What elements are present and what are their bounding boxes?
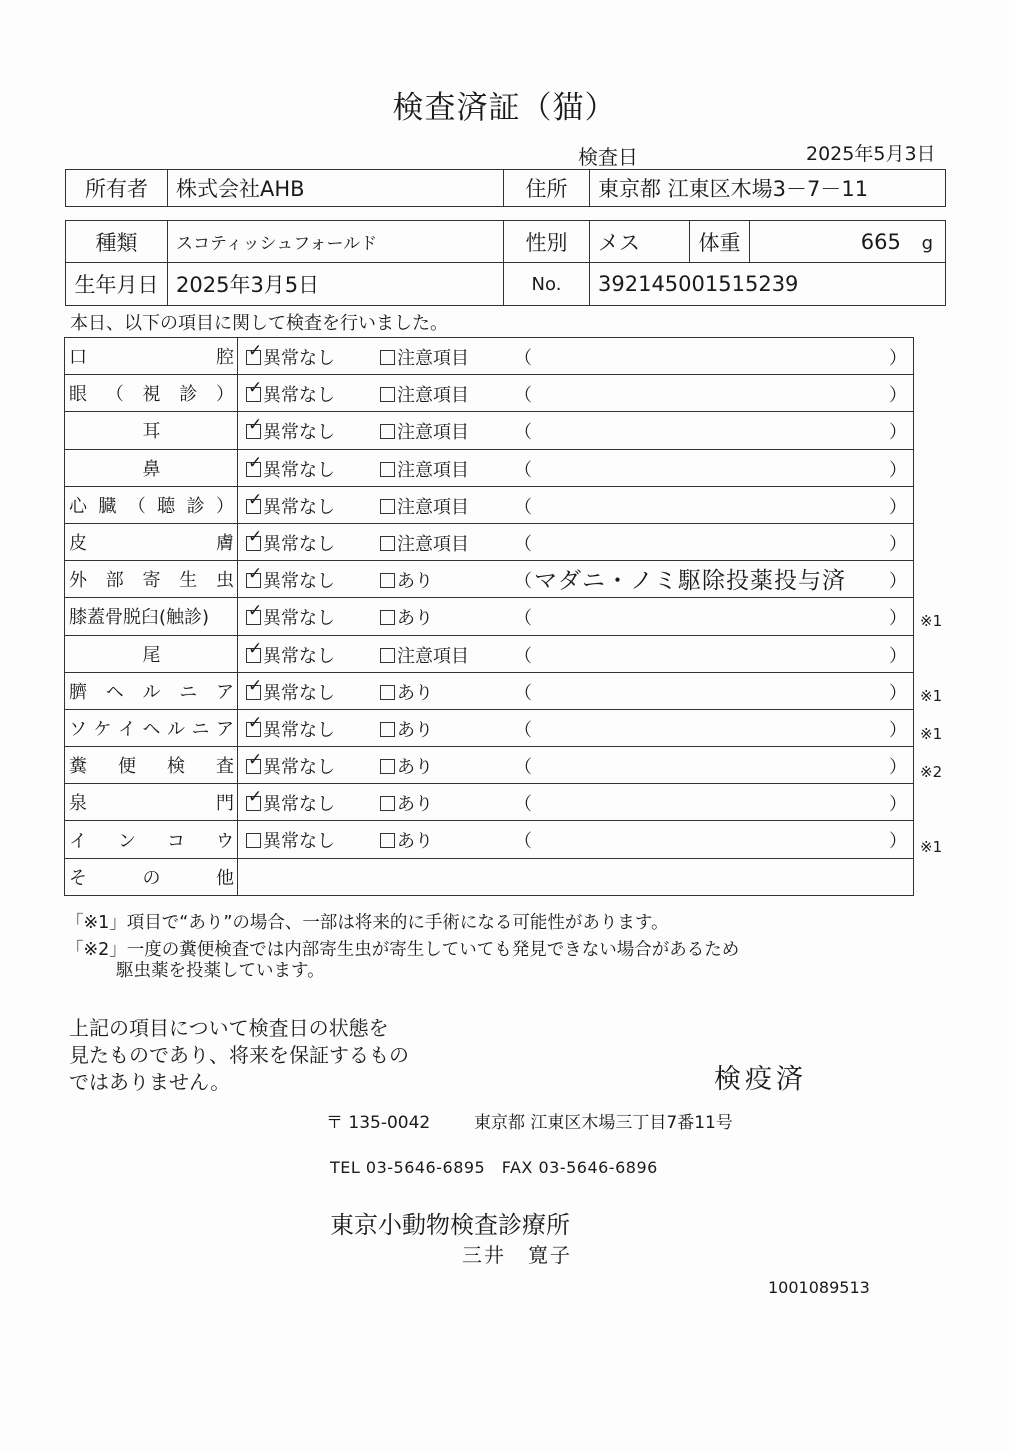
- checkbox-icon[interactable]: [246, 536, 261, 551]
- option-attention[interactable]: [380, 827, 433, 853]
- label-char: 他: [216, 867, 234, 889]
- address-label: 住所: [504, 170, 590, 207]
- check-item-label: [65, 635, 238, 672]
- intro-text: 本日、以下の項目に関して検査を行いました。: [70, 313, 448, 334]
- option-label: 異常なし: [263, 422, 335, 444]
- label-char: 視: [142, 384, 161, 406]
- label-char: イ: [118, 718, 136, 740]
- remark-close-paren: ）: [889, 459, 907, 481]
- option-no-abnormality[interactable]: [246, 493, 335, 519]
- remark-close-paren: ）: [889, 757, 907, 779]
- no-value: 392145001515239: [590, 263, 946, 306]
- check-item-label: [65, 523, 238, 560]
- label-char: ニ: [179, 681, 198, 703]
- check-item-result: [238, 486, 914, 523]
- checkbox-icon[interactable]: [246, 573, 261, 588]
- option-label: あり: [397, 682, 433, 704]
- check-item-label-text: 尾: [142, 644, 161, 666]
- label-char: ル: [142, 681, 161, 703]
- option-attention[interactable]: [380, 716, 433, 742]
- option-attention[interactable]: [380, 456, 469, 482]
- clinic-address: 東京都 江東区木場三丁目7番11号: [474, 1113, 733, 1133]
- footnote-mark: ※1: [920, 725, 943, 743]
- check-row: [65, 523, 914, 560]
- remark-close-paren: ）: [889, 719, 907, 741]
- option-label: あり: [397, 831, 433, 853]
- remark-open-paren: （: [514, 422, 532, 444]
- label-char: ）: [215, 495, 234, 517]
- label-char: 臍: [69, 681, 87, 703]
- check-row: [65, 375, 914, 412]
- check-item-result: [238, 821, 914, 858]
- check-item-label: [65, 338, 238, 375]
- quarantine-stamp: 検疫済: [714, 1064, 807, 1095]
- tel-fax: TEL 03-5646-6895 FAX 03-5646-6896: [330, 1158, 658, 1177]
- inspection-date: 2025年5月3日: [806, 143, 936, 165]
- check-row: [65, 412, 914, 449]
- check-item-label: [65, 375, 238, 412]
- option-label: 注意項目: [397, 348, 469, 369]
- option-label: あり: [397, 757, 433, 779]
- check-item-label-text: [69, 492, 234, 518]
- label-char: ケ: [93, 718, 112, 740]
- owner-value: 株式会社AHB: [168, 170, 504, 207]
- option-no-abnormality[interactable]: [246, 456, 335, 482]
- label-char: ヘ: [105, 681, 124, 703]
- option-label: 注意項目: [397, 533, 469, 555]
- label-char: 泉: [69, 793, 87, 815]
- remark-close-paren: ）: [889, 496, 907, 518]
- label-char: 門: [216, 793, 234, 815]
- option-no-abnormality[interactable]: [246, 642, 335, 668]
- other-label: [65, 858, 238, 895]
- check-item-label: [65, 449, 238, 486]
- label-char: 外: [69, 570, 87, 592]
- label-char: ソ: [69, 718, 87, 740]
- check-item-label-text: [69, 752, 234, 778]
- checkbox-icon[interactable]: [246, 499, 261, 514]
- checkbox-icon[interactable]: [380, 759, 395, 774]
- option-label: 異常なし: [263, 794, 335, 816]
- label-char: ン: [118, 830, 136, 852]
- label-char: そ: [69, 867, 87, 889]
- option-label: あり: [397, 608, 433, 630]
- check-item-label: [65, 709, 238, 746]
- footnote-1: 「※1」項目で“あり”の場合、一部は将来的に手術になる可能性があります。: [66, 913, 669, 933]
- option-no-abnormality[interactable]: [246, 604, 335, 630]
- check-row: [65, 672, 914, 709]
- option-no-abnormality[interactable]: [246, 753, 335, 779]
- option-attention[interactable]: [380, 530, 469, 556]
- checkbox-icon[interactable]: [246, 462, 261, 477]
- label-char: コ: [167, 830, 185, 852]
- checkbox-icon[interactable]: [246, 796, 261, 811]
- sex-value: メス: [590, 221, 690, 263]
- check-item-result: [238, 709, 914, 746]
- label-char: 診: [186, 495, 205, 517]
- check-item-result: [238, 635, 914, 672]
- label-char: 口: [69, 347, 87, 369]
- check-item-label: [65, 784, 238, 821]
- check-row: [65, 561, 914, 598]
- remark-open-paren: （: [514, 459, 532, 481]
- weight-label: 体重: [690, 221, 750, 263]
- birth-value: 2025年3月5日: [168, 263, 504, 306]
- label-char: 腔: [216, 347, 234, 369]
- serial-number: 1001089513: [768, 1278, 870, 1297]
- label-char: 虫: [216, 570, 234, 592]
- checkbox-icon[interactable]: [380, 685, 395, 700]
- check-item-label: [65, 561, 238, 598]
- option-label: 異常なし: [263, 533, 335, 555]
- option-label: 注意項目: [397, 496, 469, 518]
- label-char: 心: [69, 495, 87, 517]
- checkbox-icon[interactable]: [246, 424, 261, 439]
- label-char: 膚: [216, 533, 234, 555]
- check-row: [65, 486, 914, 523]
- label-char: 聴: [157, 495, 176, 517]
- label-char: 臓: [98, 495, 117, 517]
- remark-close-paren: ）: [889, 571, 907, 593]
- option-no-abnormality[interactable]: [246, 790, 335, 816]
- check-item-label-text: [69, 827, 234, 853]
- option-no-abnormality[interactable]: [246, 381, 335, 407]
- remark-close-paren: ）: [889, 831, 907, 853]
- check-row: [65, 821, 914, 858]
- footnote-mark: ※1: [920, 611, 943, 630]
- check-item-result: [238, 449, 914, 486]
- label-char: 部: [105, 570, 124, 592]
- checkbox-icon[interactable]: [380, 462, 395, 477]
- label-char: 寄: [142, 570, 161, 592]
- option-attention[interactable]: [380, 344, 469, 370]
- option-label: 異常なし: [263, 385, 335, 407]
- option-label: 異常なし: [263, 831, 335, 853]
- remark-open-paren: （: [514, 719, 532, 741]
- checkbox-icon[interactable]: [246, 833, 261, 848]
- sex-label: 性別: [504, 221, 590, 263]
- footnote-mark: ※2: [920, 762, 943, 781]
- disclaimer-line: 見たものであり、将来を保証するもの: [69, 1043, 409, 1067]
- option-label: 注意項目: [397, 385, 469, 407]
- checkbox-icon[interactable]: [380, 722, 395, 737]
- check-item-label-text: 鼻: [142, 458, 161, 480]
- remark-open-paren: （: [514, 608, 532, 630]
- checkbox-icon[interactable]: [380, 833, 395, 848]
- check-item-label-text: [69, 343, 234, 369]
- disclaimer-line: 上記の項目について検査日の状態を: [69, 1016, 389, 1040]
- option-no-abnormality[interactable]: [246, 530, 335, 556]
- label-char: 検: [167, 756, 185, 778]
- disclaimer: [69, 1015, 409, 1096]
- label-char: 生: [179, 570, 198, 592]
- check-row: [65, 784, 914, 821]
- address-value: 東京都 江東区木場3－7－11: [590, 170, 946, 207]
- checkbox-icon[interactable]: [246, 759, 261, 774]
- option-label: 異常なし: [263, 645, 335, 667]
- option-attention[interactable]: [380, 381, 469, 407]
- check-item-result: [238, 338, 914, 375]
- remark-close-paren: ）: [889, 794, 907, 816]
- checkbox-icon[interactable]: [246, 387, 261, 402]
- animal-table: [65, 220, 946, 306]
- check-item-result: [238, 747, 914, 784]
- label-char: 査: [216, 756, 234, 778]
- remark-open-paren: （: [514, 385, 532, 407]
- option-no-abnormality[interactable]: [246, 567, 335, 593]
- option-no-abnormality[interactable]: [246, 716, 335, 742]
- check-item-label: [65, 486, 238, 523]
- footnote-2: 「※2」一度の糞便検査では内部寄生虫が寄生していても発見できない場合があるため: [66, 940, 740, 960]
- label-char: （: [105, 384, 124, 406]
- option-attention[interactable]: [380, 567, 433, 593]
- checkbox-icon[interactable]: [380, 610, 395, 625]
- owner-label: 所有者: [66, 170, 168, 207]
- option-label: 異常なし: [263, 757, 335, 779]
- label-char: ヘ: [142, 718, 161, 740]
- check-item-result: [238, 672, 914, 709]
- option-no-abnormality[interactable]: [246, 344, 335, 370]
- weight-cell: [750, 221, 946, 263]
- check-item-label-text: [69, 529, 234, 555]
- option-label: あり: [397, 719, 433, 741]
- checkbox-icon[interactable]: [380, 573, 395, 588]
- check-item-label-text: [69, 566, 234, 592]
- check-row: [65, 747, 914, 784]
- option-label: 異常なし: [263, 459, 335, 481]
- check-row: [65, 598, 914, 635]
- checkbox-icon[interactable]: [380, 796, 395, 811]
- remark-text: マダニ・ノミ駆除投薬投与済: [534, 568, 846, 595]
- option-attention[interactable]: [380, 604, 433, 630]
- remark-close-paren: ）: [889, 385, 907, 407]
- check-item-label: [65, 598, 238, 635]
- remark-open-paren: （: [514, 831, 532, 853]
- check-item-result: [238, 375, 914, 412]
- check-item-label-text: 耳: [142, 421, 161, 443]
- postal-code: 〒 135-0042: [326, 1113, 431, 1133]
- option-label: 注意項目: [397, 459, 469, 481]
- weight-value: 665: [860, 229, 901, 254]
- check-row: [65, 635, 914, 672]
- remark-open-paren: （: [514, 533, 532, 555]
- label-char: ア: [216, 718, 234, 740]
- breed-value: スコティッシュフォールド: [168, 221, 504, 263]
- label-char: ル: [167, 718, 185, 740]
- check-item-label-text: [69, 678, 234, 704]
- remark-open-paren: （: [514, 348, 532, 369]
- option-label: あり: [397, 571, 433, 593]
- remark-open-paren: （: [514, 645, 532, 667]
- option-attention[interactable]: [380, 418, 469, 444]
- footnote-2-cont: 駆虫薬を投薬しています。: [116, 961, 325, 981]
- check-item-label-text: [69, 789, 234, 815]
- check-item-label: [65, 821, 238, 858]
- check-item-result: [238, 598, 914, 635]
- option-attention[interactable]: [380, 790, 433, 816]
- checkbox-icon[interactable]: [380, 387, 395, 402]
- option-no-abnormality[interactable]: [246, 418, 335, 444]
- checkbox-icon[interactable]: [380, 350, 395, 365]
- check-item-result: [238, 523, 914, 560]
- check-item-result: [238, 561, 914, 598]
- checkbox-icon[interactable]: [380, 648, 395, 663]
- option-attention[interactable]: [380, 753, 433, 779]
- breed-label: 種類: [66, 221, 168, 263]
- clinic-name: 東京小動物検査診療所: [330, 1211, 570, 1239]
- option-label: 異常なし: [263, 608, 335, 630]
- check-row: [65, 709, 914, 746]
- remark-close-paren: ）: [889, 608, 907, 630]
- check-item-label-text: [69, 380, 234, 406]
- option-label: 注意項目: [397, 645, 469, 667]
- option-label: あり: [397, 794, 433, 816]
- option-attention[interactable]: [380, 642, 469, 668]
- checkbox-icon[interactable]: [246, 722, 261, 737]
- checkbox-icon[interactable]: [380, 536, 395, 551]
- label-char: 便: [118, 756, 136, 778]
- document-title: 検査済証（猫）: [392, 90, 617, 126]
- label-char: 診: [179, 384, 198, 406]
- remark-close-paren: ）: [889, 682, 907, 704]
- check-row: [65, 449, 914, 486]
- label-char: ニ: [191, 718, 210, 740]
- birth-label: 生年月日: [66, 263, 168, 306]
- check-item-label-text: 膝蓋骨脱臼(触診): [69, 607, 210, 629]
- remark-open-paren: （: [514, 757, 532, 779]
- remark-open-paren: （: [514, 496, 532, 518]
- remark-close-paren: ）: [889, 645, 907, 667]
- remark-open-paren: （: [514, 794, 532, 816]
- option-label: 異常なし: [263, 348, 335, 369]
- option-label: 異常なし: [263, 571, 335, 593]
- option-attention[interactable]: [380, 679, 433, 705]
- remark-close-paren: ）: [889, 348, 907, 369]
- no-label: No.: [504, 263, 590, 306]
- check-row-other: [65, 858, 914, 895]
- checkbox-icon[interactable]: [246, 685, 261, 700]
- remark-open-paren: （: [514, 682, 532, 704]
- option-label: 注意項目: [397, 422, 469, 444]
- check-item-label-text: [69, 715, 234, 741]
- remark-close-paren: ）: [889, 533, 907, 555]
- check-item-label: [65, 672, 238, 709]
- checks-table: [64, 337, 914, 896]
- other-value: [238, 858, 914, 895]
- veterinarian-name: 三井 寛子: [462, 1243, 572, 1267]
- check-item-label: [65, 747, 238, 784]
- checkbox-icon[interactable]: [246, 648, 261, 663]
- remark-open-paren: （: [514, 571, 532, 593]
- check-item-result: [238, 412, 914, 449]
- label-char: イ: [69, 830, 87, 852]
- check-row: [65, 338, 914, 375]
- inspection-date-label: 検査日: [578, 145, 638, 169]
- option-label: 異常なし: [263, 719, 335, 741]
- label-char: （: [127, 495, 146, 517]
- checkbox-icon[interactable]: [380, 424, 395, 439]
- disclaimer-line: ではありません。: [69, 1070, 231, 1094]
- label-char: 皮: [69, 533, 87, 555]
- option-attention[interactable]: [380, 493, 469, 519]
- check-item-result: [238, 784, 914, 821]
- check-item-label: [65, 412, 238, 449]
- weight-unit: g: [921, 232, 933, 254]
- option-no-abnormality[interactable]: [246, 679, 335, 705]
- label-char: ウ: [216, 830, 234, 852]
- label-char: ア: [216, 681, 234, 703]
- label-char: の: [142, 867, 161, 889]
- option-no-abnormality[interactable]: [246, 827, 335, 853]
- label-char: ）: [216, 384, 234, 406]
- label-char: 眼: [69, 384, 87, 406]
- checkbox-icon[interactable]: [246, 350, 261, 365]
- remark-close-paren: ）: [889, 422, 907, 444]
- option-label: 異常なし: [263, 682, 335, 704]
- owner-table: [65, 169, 946, 207]
- option-label: 異常なし: [263, 496, 335, 518]
- footnote-mark: ※1: [920, 687, 943, 706]
- label-char: 糞: [69, 756, 87, 778]
- footnote-mark: ※1: [920, 838, 943, 857]
- checkbox-icon[interactable]: [380, 499, 395, 514]
- checkbox-icon[interactable]: [246, 610, 261, 625]
